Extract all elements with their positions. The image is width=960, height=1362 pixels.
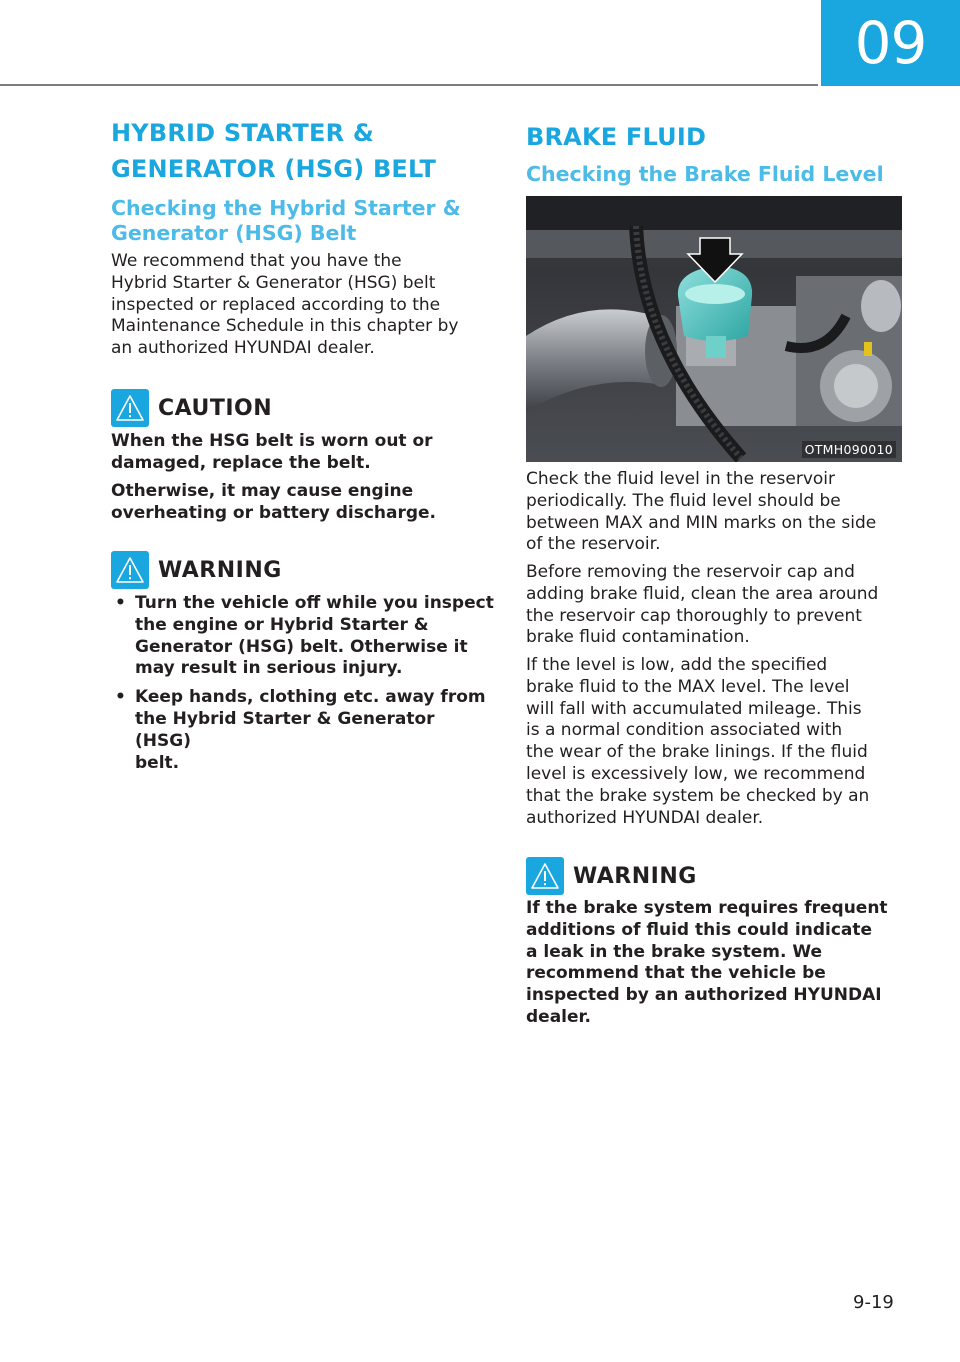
- text-line: authorized HYUNDAI dealer.: [526, 807, 764, 828]
- section-title-hsg-belt: [111, 115, 436, 187]
- warning-list-item: [111, 593, 496, 680]
- text-line: overheating or battery discharge.: [111, 502, 437, 523]
- warning-triangle-icon: [111, 551, 149, 589]
- caution-text-2: [111, 481, 496, 525]
- caution-header: [111, 387, 272, 429]
- text-line: an authorized HYUNDAI dealer.: [111, 338, 375, 359]
- brake-paragraph-3: [526, 655, 916, 829]
- section-title-line: HYBRID STARTER &: [111, 119, 374, 147]
- sub-title-line: Generator (HSG) Belt: [111, 221, 357, 245]
- text-line: of the reservoir.: [526, 534, 661, 555]
- text-line: additions of fluid this could indicate: [526, 919, 873, 940]
- text-line: adding brake fluid, clean the area around: [526, 583, 879, 604]
- text-line: Hybrid Starter & Generator (HSG) belt: [111, 272, 436, 293]
- text-line: periodically. The fluid level should be: [526, 490, 841, 511]
- warning-header-brake: [526, 855, 697, 897]
- brake-reservoir-photo: [526, 196, 902, 462]
- sub-title-checking-hsg-belt: [111, 196, 496, 246]
- brake-warning-text: [526, 898, 916, 1029]
- text-line: Turn the vehicle off while you inspect: [135, 593, 494, 613]
- sub-title-checking-brake-fluid: Checking the Brake Fluid Level: [526, 162, 884, 186]
- bullet-symbol: •: [115, 687, 126, 708]
- text-line: dealer.: [526, 1006, 591, 1027]
- text-line: is a normal condition associated with: [526, 720, 843, 741]
- text-line: Keep hands, clothing etc. away from: [135, 687, 486, 708]
- warning-list-hsg: [111, 593, 496, 781]
- text-line: damaged, replace the belt.: [111, 452, 371, 473]
- brake-paragraph-2: [526, 562, 916, 649]
- text-line: brake fluid to the MAX level. The level: [526, 676, 850, 697]
- warning-title: WARNING: [158, 557, 282, 583]
- header-rule: [0, 84, 818, 86]
- warning-list-item: [111, 687, 496, 774]
- text-line: recommend that the vehicle be: [526, 963, 826, 984]
- text-line: If the brake system requires frequent: [526, 898, 888, 918]
- warning-header-hsg: [111, 549, 282, 591]
- page-number: 9-19: [853, 1292, 894, 1313]
- chapter-number: 09: [854, 9, 927, 77]
- warning-triangle-icon: [111, 389, 149, 427]
- text-line: the Hybrid Starter & Generator (HSG): [135, 708, 435, 751]
- bullet-symbol: •: [115, 593, 126, 613]
- engine-bay-illustration: [526, 196, 902, 462]
- text-line: will fall with accumulated mileage. This: [526, 698, 862, 719]
- caution-title: CAUTION: [158, 395, 273, 421]
- section-title-brake-fluid: BRAKE FLUID: [526, 123, 707, 151]
- image-code: OTMH090010: [802, 441, 896, 458]
- caution-text-1: [111, 431, 496, 475]
- text-line: level is excessively low, we recommend: [526, 763, 866, 784]
- text-line: the engine or Hybrid Starter &: [135, 614, 429, 635]
- warning-title: WARNING: [573, 863, 697, 889]
- text-line: Generator (HSG) belt. Otherwise it: [135, 636, 468, 657]
- sub-title-line: Checking the Hybrid Starter &: [111, 196, 461, 220]
- text-line: Maintenance Schedule in this chapter by: [111, 316, 459, 337]
- section-title-line: GENERATOR (HSG) BELT: [111, 155, 437, 183]
- text-line: brake fluid contamination.: [526, 627, 750, 648]
- text-line: We recommend that you have the: [111, 251, 402, 271]
- text-line: When the HSG belt is worn out or: [111, 431, 433, 451]
- text-line: may result in serious injury.: [135, 658, 403, 679]
- text-line: Before removing the reservoir cap and: [526, 562, 855, 582]
- text-line: Otherwise, it may cause engine: [111, 481, 414, 501]
- text-line: If the level is low, add the specified: [526, 655, 828, 675]
- text-line: the wear of the brake linings. If the fluid: [526, 742, 868, 763]
- text-line: Check the fluid level in the reservoir: [526, 469, 835, 489]
- text-line: belt.: [135, 752, 180, 773]
- text-line: inspected by an authorized HYUNDAI: [526, 985, 882, 1006]
- text-line: a leak in the brake system. We: [526, 941, 823, 962]
- text-line: inspected or replaced according to the: [111, 294, 441, 315]
- text-line: the reservoir cap thoroughly to prevent: [526, 605, 862, 626]
- text-line: between MAX and MIN marks on the side: [526, 512, 877, 533]
- hsg-intro-paragraph: [111, 251, 496, 360]
- brake-paragraph-1: [526, 469, 916, 556]
- warning-triangle-icon: [526, 857, 564, 895]
- text-line: that the brake system be checked by an: [526, 785, 870, 806]
- chapter-tab: [821, 0, 960, 86]
